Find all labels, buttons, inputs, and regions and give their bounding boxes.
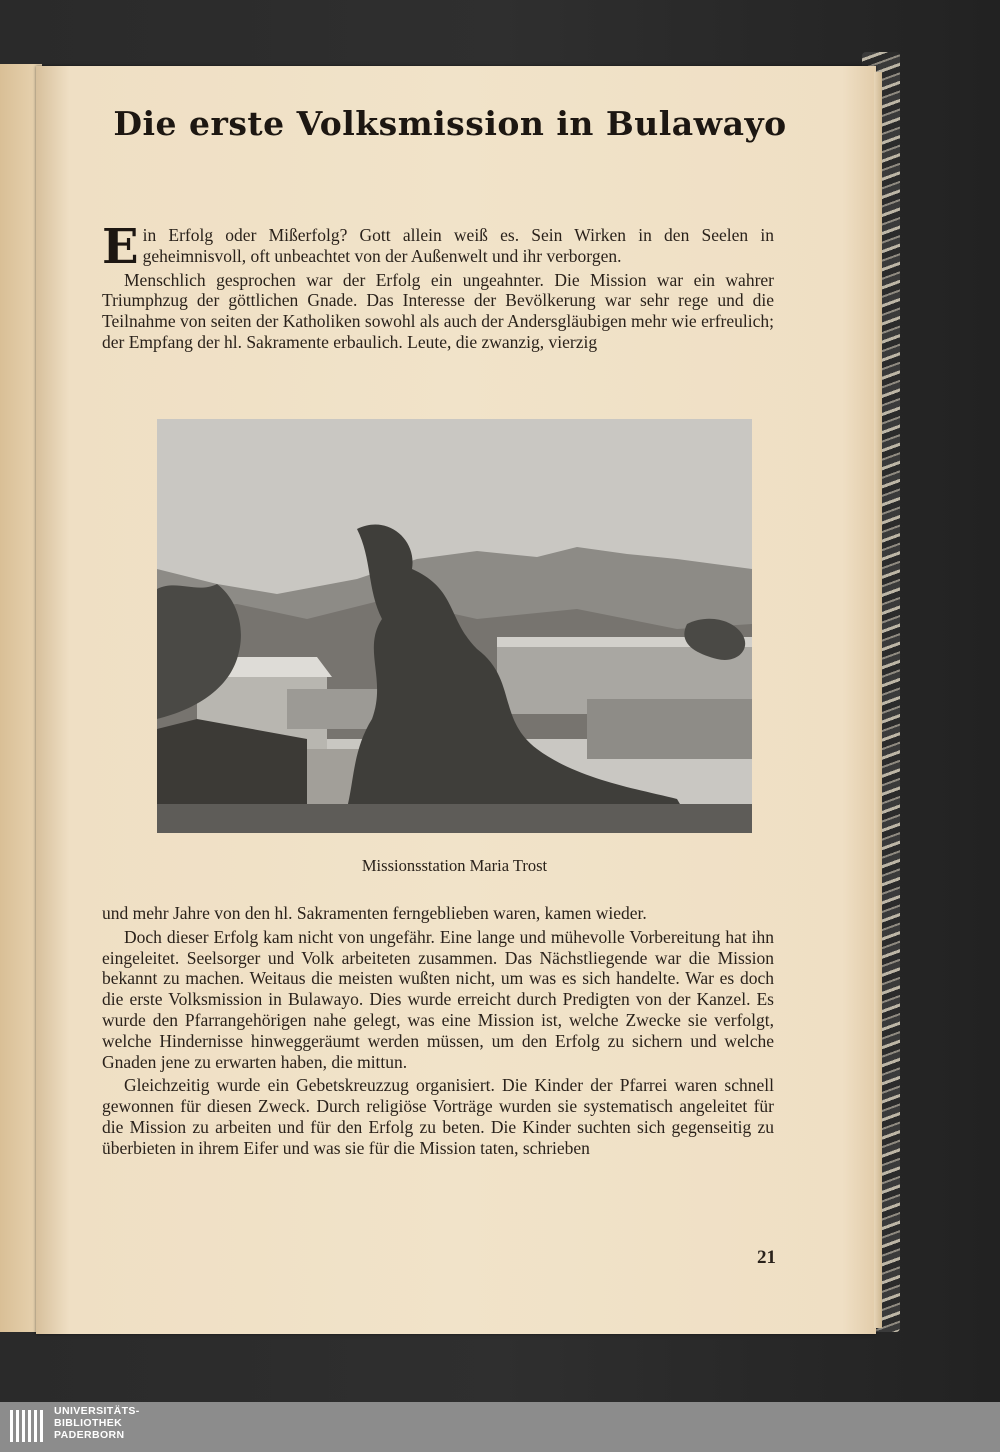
mission-station-photo xyxy=(157,419,752,833)
library-logo-text xyxy=(54,1405,214,1441)
text-block-top xyxy=(102,219,774,356)
paragraph-preparation: Doch dieser Erfolg kam nicht von ungefähr. Eine lange und mühevolle Vorbereitung hat ihn eingeleitet. Seelsorger und Volk arbeiteten zusammen. Das Nächstliegende war die Mission bekannt zu machen. Weitaus die meisten wußten nicht, um was es sich handelte. War es doch die erste Volksmission in Bulawayo. Dies wurde erreicht durch Predigten von der Kanzel. Es wurde den Pfarrangehörigen nahe gelegt, was eine Mission ist, welche Zwecke sie verfolgt, welche Hindernisse hinweggeräumt werden müssen, um den Erfolg zu sichern und welche Gnaden jene zu erwarten haben, die mittun. xyxy=(102,926,774,1072)
photo-foreground xyxy=(157,804,752,833)
logo-line: PADERBORN xyxy=(54,1429,125,1441)
text-block-bottom xyxy=(102,903,774,1162)
photo-right-roof xyxy=(587,699,752,759)
paragraph-continuation: und mehr Jahre von den hl. Sakramenten ferngeblieben waren, kamen wieder. xyxy=(102,903,647,923)
photo-illustration xyxy=(157,419,752,833)
paragraph-prayer-crusade: Gleichzeitig wurde ein Gebetskreuzzug organisiert. Die Kinder der Pfarrei waren schnell gewonnen für diesen Zweck. Durch religiöse Vorträge wurden sie systematisch angeleitet für die Mission zu arbeiten und für den Erfolg zu beten. Die Kinder suchten sich gegenseitig zu überbieten in ihrem Eifer und was sie für die Mission taten, schrieben xyxy=(102,1075,774,1158)
logo-line: BIBLIOTHEK xyxy=(54,1417,123,1429)
paragraph-intro xyxy=(102,219,774,275)
page-edge xyxy=(874,72,882,1328)
paragraph-intro-text: in Erfolg oder Mißerfolg? Gott allein weiß es. Sein Wirken in den Seelen in geheimnisvoll, oft unbeachtet von der Außenwelt und ihr verborgen. xyxy=(142,225,774,266)
library-logo-icon xyxy=(8,1406,48,1446)
photo-caption: Missionsstation Maria Trost xyxy=(361,856,548,875)
paragraph-success: Menschlich gesprochen war der Erfolg ein ungeahnter. Die Mission war ein wahrer Triumphzug der göttlichen Gnade. Das Interesse der Bevölkerung war sehr rege und die Teilnahme von seiten der Katholiken sowohl als auch der Andersgläubigen mehr wie erfreulich; der Empfang der hl. Sakramente erbaulich. Leute, die zwanzig, vierzig xyxy=(102,269,774,352)
drop-cap: E xyxy=(102,219,139,275)
page-number: 21 xyxy=(757,1247,776,1268)
logo-line: UNIVERSITÄTS- xyxy=(54,1405,140,1417)
article-title: Die erste Volksmission in Bulawayo xyxy=(113,104,787,143)
